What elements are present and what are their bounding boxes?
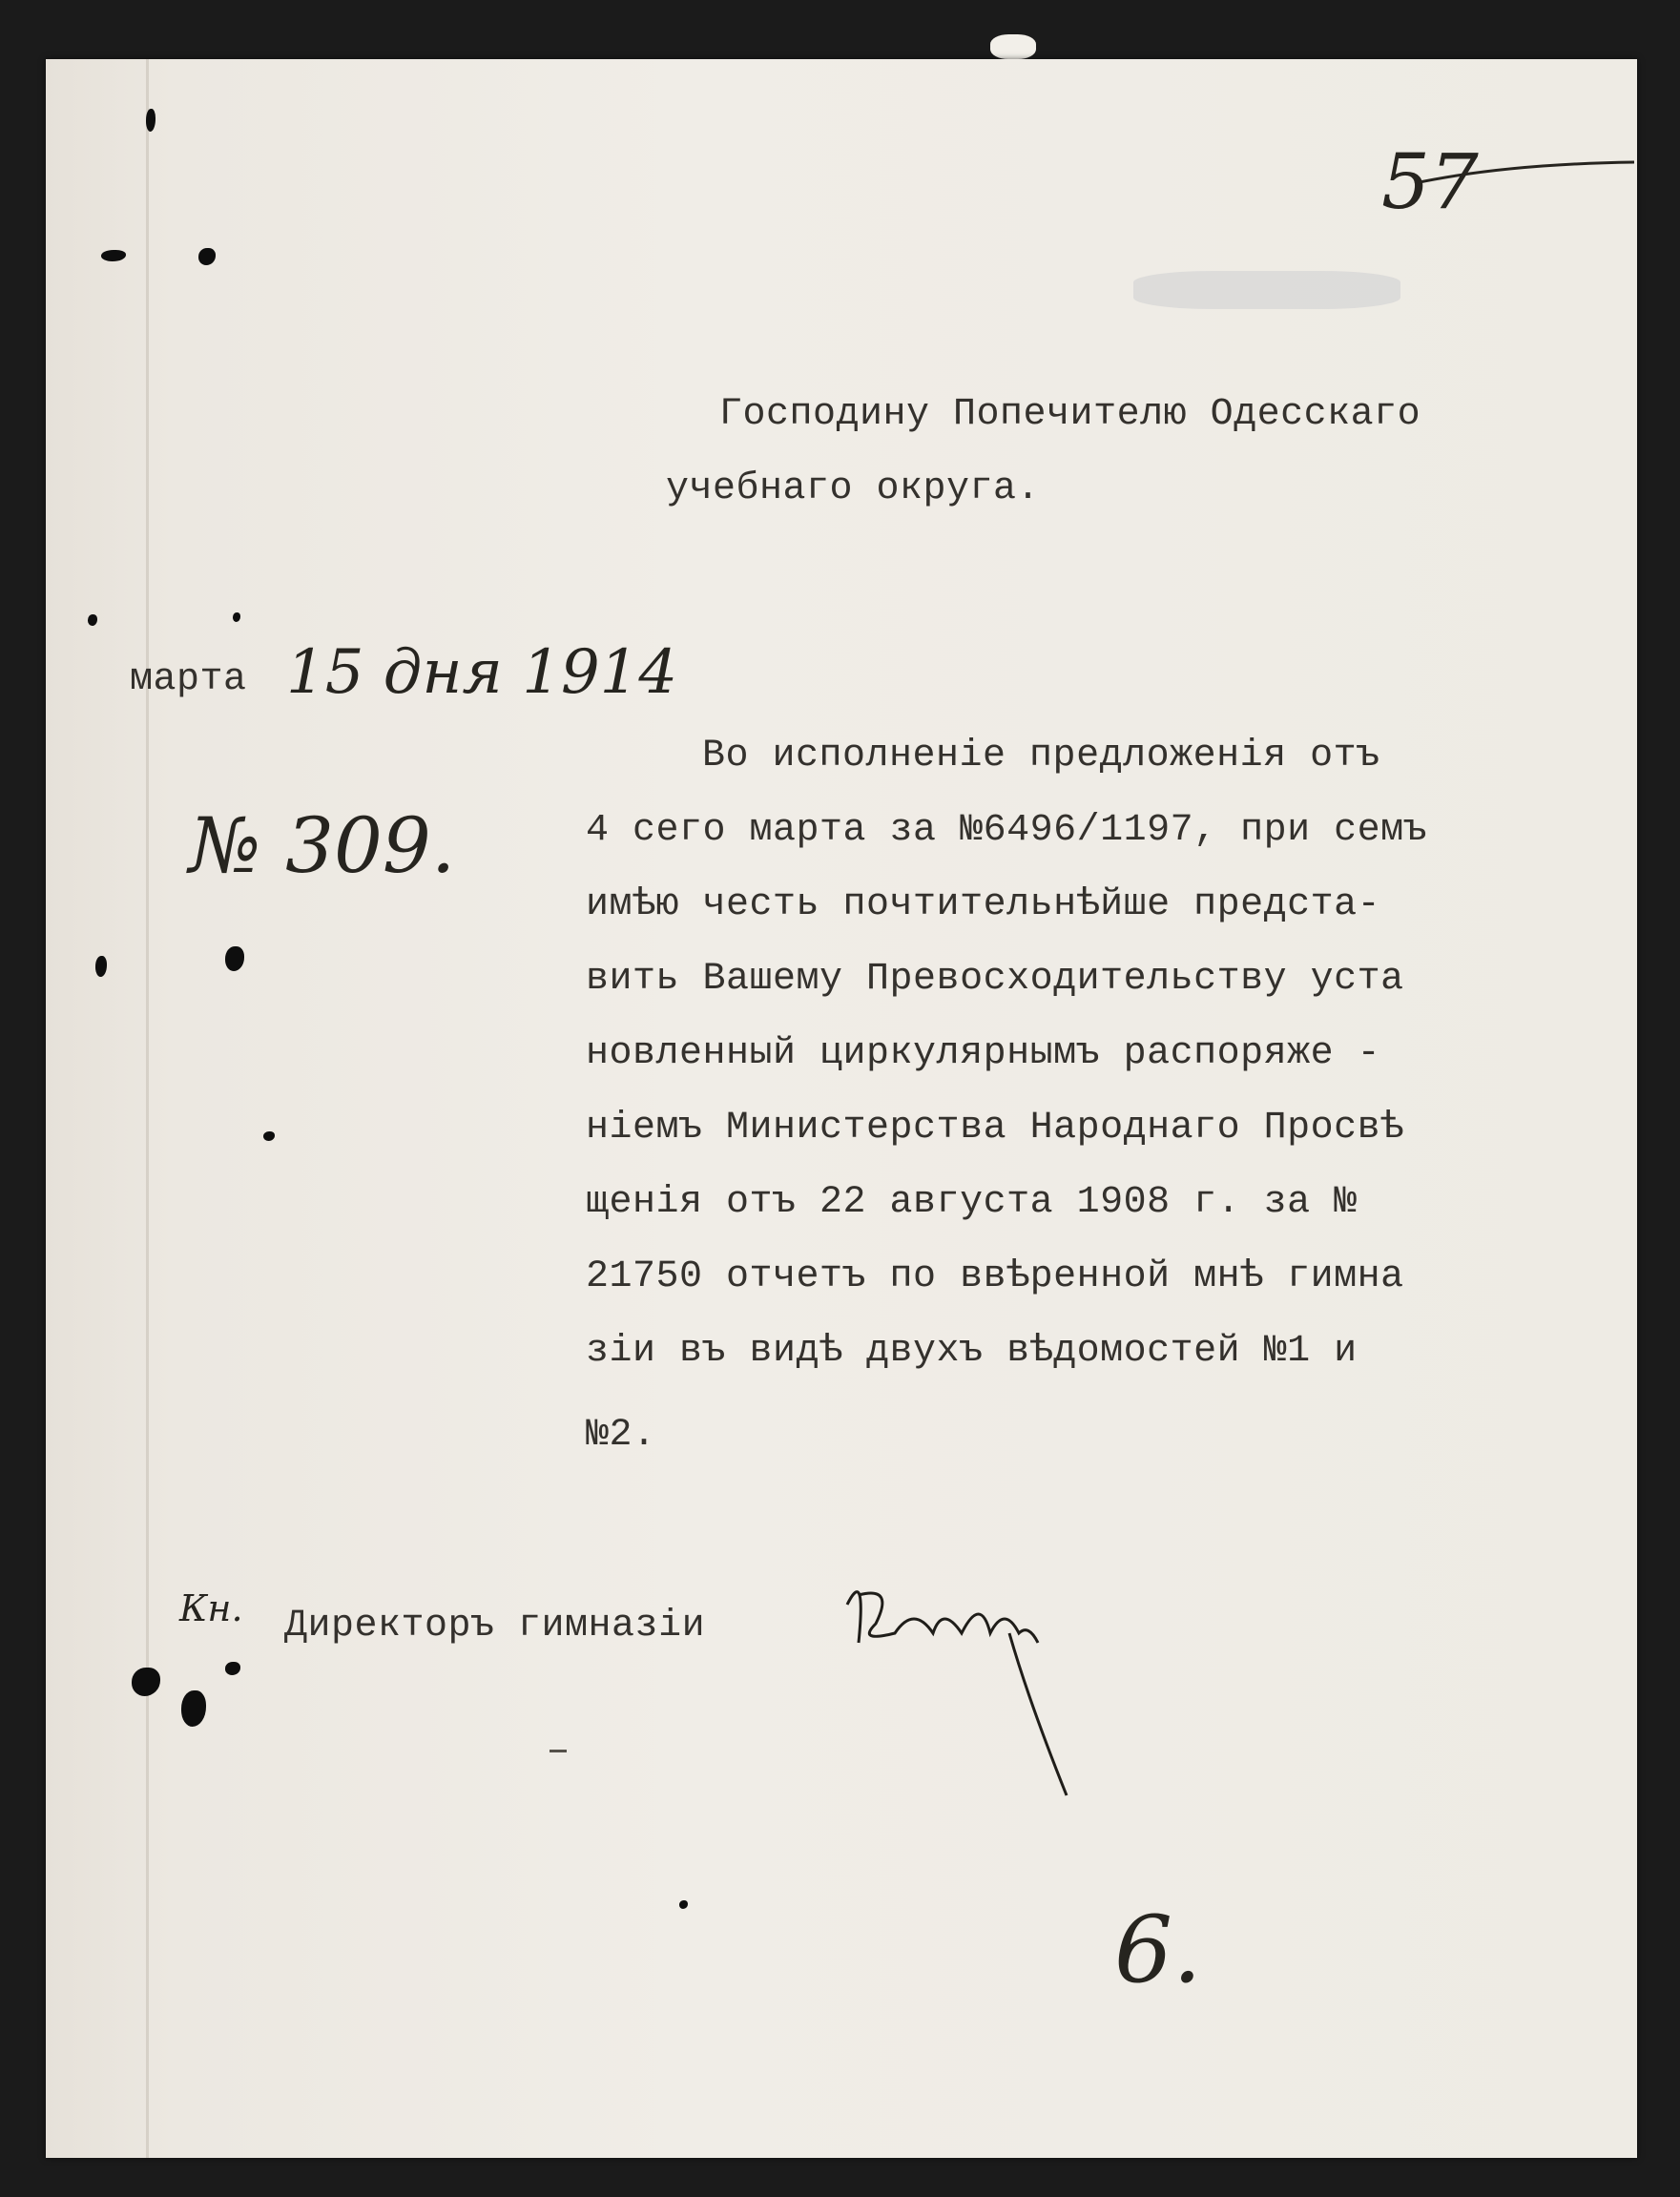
paper-clip-mark [990, 34, 1036, 59]
body-line: новленный циркулярнымъ распоряже - [586, 1032, 1381, 1075]
signatory-prefix: Кн. [179, 1587, 243, 1629]
body-line: вить Вашему Превосходительству уста [586, 958, 1404, 1001]
body-line: ніемъ Министерства Народнаго Просвѣ [586, 1107, 1404, 1150]
bottom-mark: 6. [1114, 1896, 1202, 2003]
body-line: зіи въ видѣ двухъ вѣдомостей №1 и [586, 1330, 1358, 1373]
punch-hole [233, 612, 240, 622]
punch-hole [132, 1668, 160, 1696]
punch-hole [88, 614, 97, 626]
punch-hole [225, 946, 244, 971]
body-line: №2. [586, 1414, 656, 1457]
outgoing-number: № 309. [189, 801, 456, 890]
date-day-year: 15 дня 1914 [286, 637, 678, 708]
body-line: щенія отъ 22 августа 1908 г. за № [586, 1181, 1358, 1224]
document-page [46, 59, 1637, 2158]
punch-hole [101, 250, 126, 261]
punch-hole [679, 1900, 688, 1909]
director-signature [838, 1566, 1086, 1814]
punch-hole [95, 956, 107, 977]
punch-hole [198, 248, 216, 265]
body-line: имѣю честь почтительнѣйше предста- [586, 883, 1381, 926]
body-line: Во исполненіе предложенія отъ [702, 735, 1380, 777]
folio-underline [1410, 155, 1639, 193]
punch-hole [181, 1690, 206, 1727]
addressee-line-1: Господину Попечителю Одесскаго [719, 393, 1421, 436]
folio-number: 57 [1381, 137, 1479, 226]
punch-hole [225, 1662, 240, 1675]
signatory-title: Директоръ гимназіи [284, 1605, 706, 1648]
punch-hole [263, 1131, 275, 1141]
punch-hole [146, 109, 156, 132]
date-month: марта [130, 658, 247, 701]
body-line: 4 сего марта за №6496/1197, при семъ [586, 809, 1428, 852]
faded-stamp [1133, 271, 1400, 309]
body-line: 21750 отчетъ по ввѣренной мнѣ гимна [586, 1255, 1404, 1298]
addressee-line-2: учебнаго округа. [666, 467, 1041, 510]
ink-dash [550, 1750, 567, 1752]
